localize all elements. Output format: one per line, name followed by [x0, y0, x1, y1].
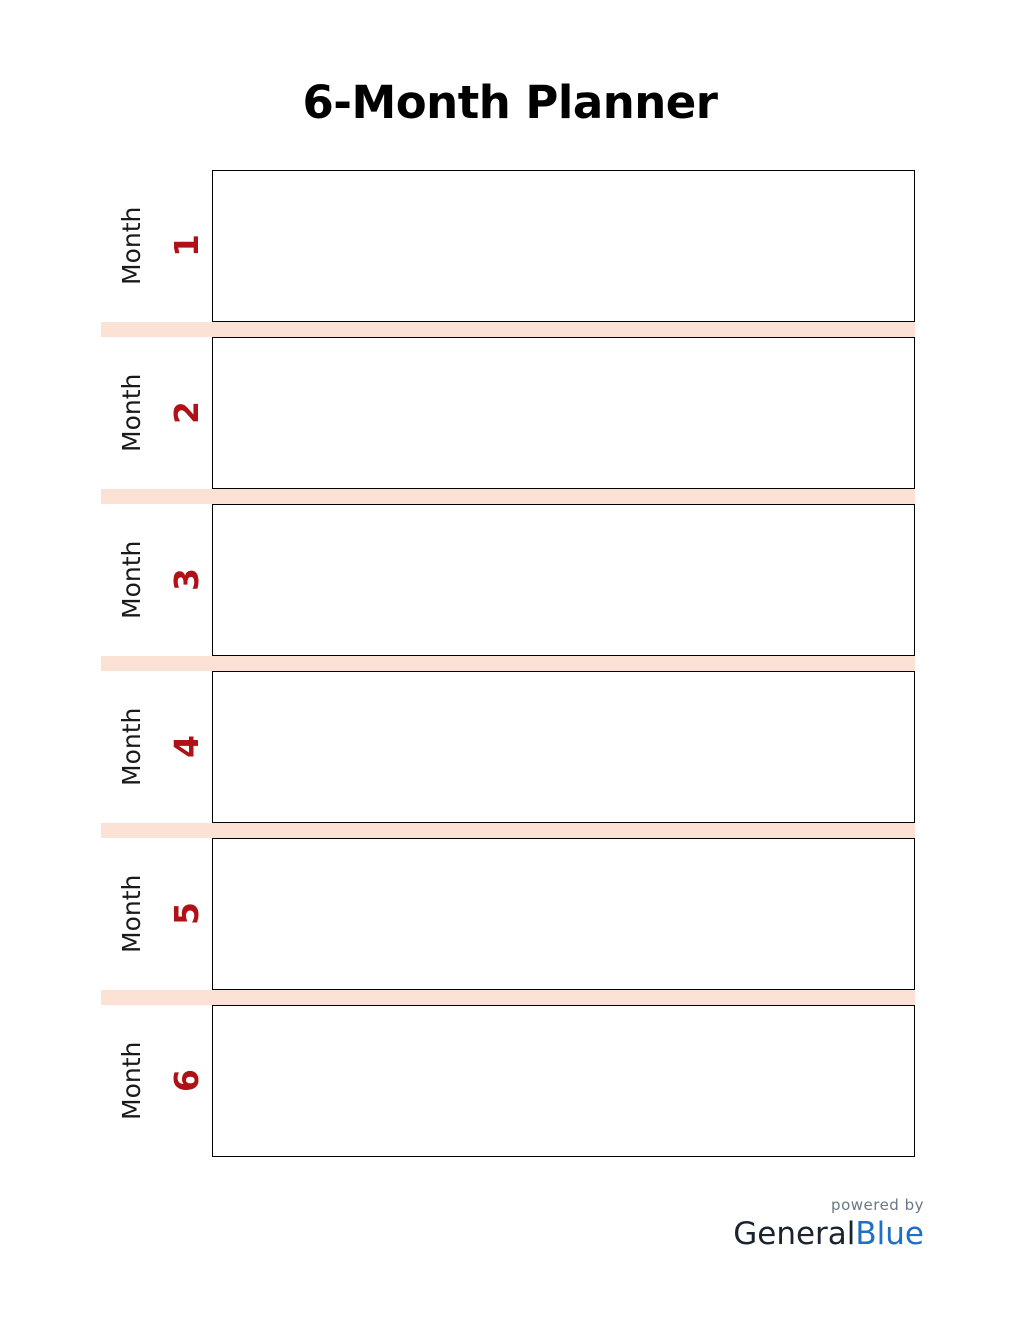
month-note-box[interactable] [212, 1005, 915, 1157]
month-note-box[interactable] [212, 838, 915, 990]
month-note-box[interactable] [212, 337, 915, 489]
month-label-cell [101, 838, 212, 990]
month-row [101, 504, 915, 656]
month-note-box[interactable] [212, 504, 915, 656]
month-note-box[interactable] [212, 170, 915, 322]
month-label-cell [101, 504, 212, 656]
page-title: 6-Month Planner [302, 76, 718, 129]
month-number-label: 3 [167, 568, 206, 592]
month-number-label: 2 [167, 401, 206, 425]
row-separator [101, 990, 915, 1005]
month-word-label: Month [117, 540, 146, 620]
month-number-label: 1 [167, 234, 206, 258]
row-separator [101, 322, 915, 337]
month-label-cell [101, 337, 212, 489]
month-row [101, 1005, 915, 1157]
month-word-label: Month [117, 874, 146, 954]
brand-logo [733, 1196, 924, 1252]
month-word-label: Month [117, 1041, 146, 1121]
month-number-label: 5 [167, 902, 206, 926]
month-row [101, 671, 915, 823]
row-separator [101, 823, 915, 838]
brand-name-blue: Blue [855, 1216, 924, 1252]
month-note-box[interactable] [212, 671, 915, 823]
month-word-label: Month [117, 373, 146, 453]
brand-name-general: General [733, 1216, 856, 1252]
month-label-cell [101, 170, 212, 322]
brand-name [733, 1216, 924, 1252]
month-word-label: Month [117, 707, 146, 787]
month-number-label: 6 [167, 1069, 206, 1093]
month-word-label: Month [117, 206, 146, 286]
row-separator [101, 656, 915, 671]
month-number-label: 4 [167, 735, 206, 759]
month-label-cell [101, 1005, 212, 1157]
row-separator [101, 489, 915, 504]
month-label-cell [101, 671, 212, 823]
month-row [101, 170, 915, 322]
powered-by-label: powered by [831, 1196, 924, 1214]
month-row [101, 337, 915, 489]
month-row [101, 838, 915, 990]
month-rows [101, 170, 915, 1172]
